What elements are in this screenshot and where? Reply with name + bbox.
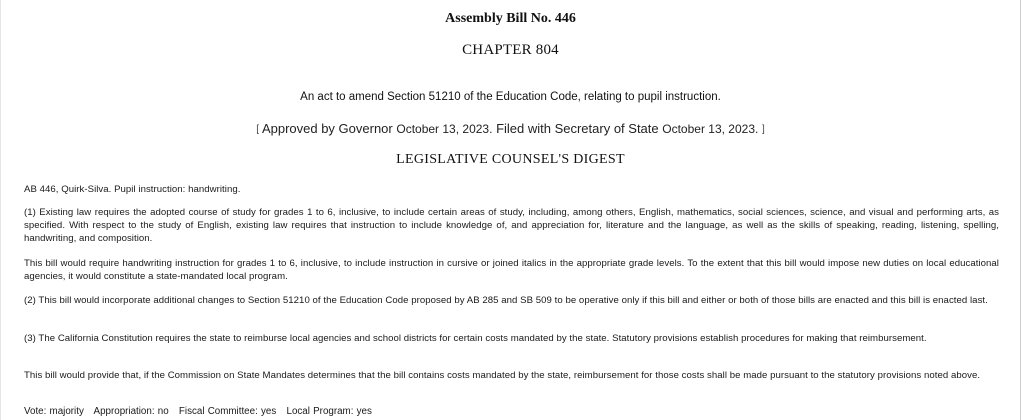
close-bracket: ] [761,124,765,135]
digest-paragraph: (3) The California Constitution requires the state to reimburse local agencies and school districts for certain costs mandated by the state. Statutory provisions establish procedures for making that reimbursement. [24,333,927,344]
vote-type: Vote: majority [24,406,84,417]
digest-title: LEGISLATIVE COUNSEL'S DIGEST [396,152,625,167]
local-program-status: Local Program: yes [286,406,372,417]
digest-paragraph: This bill would provide that, if the Commission on State Mandates determines that the bill contains costs mandated by the state, reimbursement for those costs shall be made pursuant to the statutory provisions noted above. [24,370,981,381]
digest-paragraph: (2) This bill would incorporate additional changes to Section 51210 of the Education Code proposed by AB 285 and SB 509 to be operative only if this bill and either or both of those bills are enacted and this bill is enacted last. [24,295,988,306]
approved-date: October 13, 2023. [396,122,493,136]
digest-summary-line: AB 446, Quirk-Silva. Pupil instruction: handwriting. [24,184,241,195]
approval-line [0,121,1021,136]
fiscal-committee-status: Fiscal Committee: yes [178,406,277,417]
filed-date: October 13, 2023. [662,122,759,136]
open-bracket: [ [256,124,260,135]
approved-label: Approved by Governor [261,121,393,136]
chapter-heading: CHAPTER 804 [462,42,559,58]
act-description: An act to amend Section 51210 of the Education Code, relating to pupil instruction. [300,91,721,103]
filed-label: Filed with Secretary of State [496,121,659,136]
digest-paragraph: This bill would require handwriting instruction for grades 1 to 6, inclusive, to include instruction in cursive or joined italics in the appropriate grade levels. To the extent that this bill would impose new duties on local educational agencies, it would constitute a state-mandated local program. [24,258,999,282]
bill-number: Assembly Bill No. 446 [445,11,576,26]
digest-paragraph: (1) Existing law requires the adopted course of study for grades 1 to 6, inclusive, to include certain areas of study, including, among others, English, mathematics, social sciences, science, and visual and performing arts, as specified. With respect to the study of English, existing law requires that instruction to include knowledge of, and appreciation for, literature and the language, as well as the skills of speaking, reading, listening, spelling, handwriting, and composition. [24,207,999,244]
appropriation-status: Appropriation: no [93,406,169,417]
vote-summary [24,406,379,417]
